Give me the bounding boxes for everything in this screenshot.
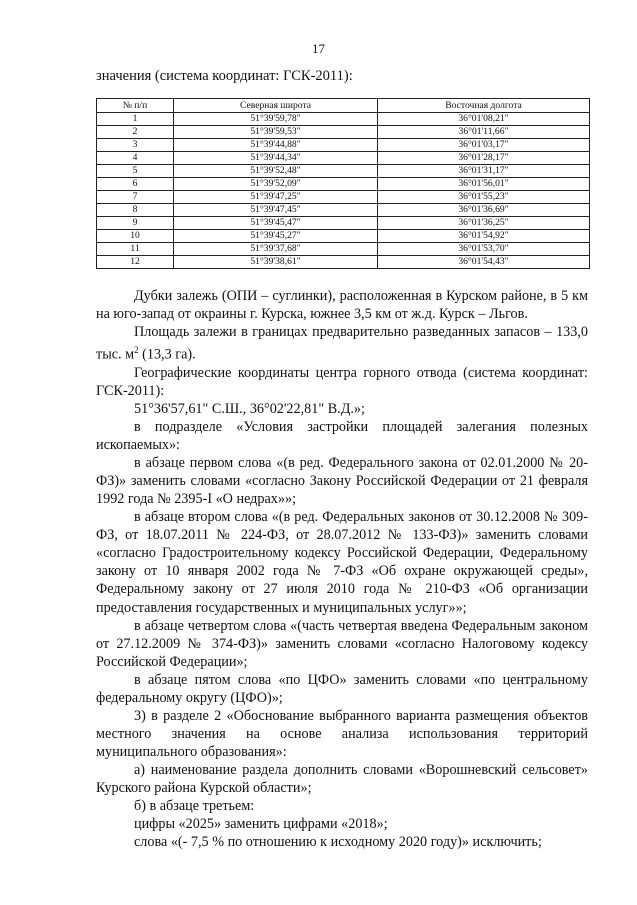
paragraph-section-2: 3) в разделе 2 «Обоснование выбранного варианта размещения объектов местного значения на основе анализа использования территорий муниципального образования»:	[96, 707, 588, 760]
table-row	[97, 139, 590, 152]
paragraph-amendment-second: в абзаце втором слова «(в ред. Федеральных законов от 30.12.2008 № 309-ФЗ, от 18.07.2011 № 224-ФЗ, от 28.07.2012 № 133-ФЗ)» заменить словами «согласно Градостроительному кодексу Российской Федерации, Федеральному закону от 10 января 2002 года № 7-ФЗ «Об охране окружающей среды», Федеральному закону от 27 июля 2010 года № 210-ФЗ «Об организации предоставления государственных и муниципальных услуг»»;	[96, 509, 588, 616]
cell-longitude: 36°01'55,23"	[378, 191, 590, 204]
cell-number: 2	[97, 126, 174, 139]
table-row	[97, 152, 590, 165]
area-text: Площадь залежи в границах предварительно разведанных запасов – 133,0 тыс. м	[96, 324, 588, 363]
paragraph-center-coordinates: 51°36'57,61" С.Ш., 36°02'22,81" В.Д.»;	[134, 401, 365, 418]
cell-longitude: 36°01'28,17"	[378, 152, 590, 165]
paragraph-center-coordinates-label: Географические координаты центра горного отвода (система координат: ГСК-2011):	[96, 364, 588, 399]
cell-latitude: 51°39'47,45"	[174, 204, 378, 217]
cell-longitude: 36°01'56,01"	[378, 178, 590, 191]
cell-number: 6	[97, 178, 174, 191]
cell-latitude: 51°39'38,61"	[174, 256, 378, 269]
paragraph-deposit-area	[96, 323, 588, 364]
cell-longitude: 36°01'36,25"	[378, 217, 590, 230]
cell-latitude: 51°39'59,78"	[174, 113, 378, 126]
column-header-longitude: Восточная долгота	[378, 99, 590, 113]
cell-longitude: 36°01'53,70"	[378, 243, 590, 256]
cell-longitude: 36°01'08,21"	[378, 113, 590, 126]
coordinates-table	[96, 98, 590, 269]
cell-latitude: 51°39'52,48"	[174, 165, 378, 178]
cell-latitude: 51°39'37,68"	[174, 243, 378, 256]
cell-number: 12	[97, 256, 174, 269]
cell-latitude: 51°39'44,34"	[174, 152, 378, 165]
table-row	[97, 113, 590, 126]
cell-number: 1	[97, 113, 174, 126]
paragraph-item-a: а) наименование раздела дополнить словами «Ворошневский сельсовет» Курского района Курской области»;	[96, 761, 588, 796]
table-row	[97, 126, 590, 139]
table-row	[97, 230, 590, 243]
paragraph-deposit-description: Дубки залежь (ОПИ – суглинки), расположенная в Курском районе, в 5 км на юго-запад от окраины г. Курска, южнее 3,5 км от ж.д. Курск – Льгов.	[96, 288, 588, 323]
cell-longitude: 36°01'36,69"	[378, 204, 590, 217]
cell-longitude: 36°01'54,92"	[378, 230, 590, 243]
paragraph-amendment-fourth: в абзаце четвертом слова «(часть четвертая введена Федеральным законом от 27.12.2009 № 374-ФЗ)» заменить словами «согласно Налоговому кодексу Российской Федерации»;	[96, 617, 588, 670]
column-header-number: № п/п	[97, 99, 174, 113]
area-superscript: 2	[134, 345, 139, 356]
cell-number: 10	[97, 230, 174, 243]
cell-number: 3	[97, 139, 174, 152]
area-tail: (13,3 га).	[138, 346, 196, 363]
cell-longitude: 36°01'54,43"	[378, 256, 590, 269]
cell-number: 4	[97, 152, 174, 165]
cell-latitude: 51°39'45,47"	[174, 217, 378, 230]
paragraph-subsection: в подразделе «Условия застройки площадей залегания полезных ископаемых»:	[96, 419, 588, 454]
cell-latitude: 51°39'44,88"	[174, 139, 378, 152]
table-header-row	[97, 99, 590, 113]
table-row	[97, 165, 590, 178]
cell-longitude: 36°01'31,17"	[378, 165, 590, 178]
cell-number: 8	[97, 204, 174, 217]
paragraph-amendment-fifth: в абзаце пятом слова «по ЦФО» заменить словами «по центральному федеральному округу (ЦФО)»;	[96, 671, 588, 706]
paragraph-amendment-first: в абзаце первом слова «(в ред. Федерального закона от 02.01.2000 № 20-ФЗ)» заменить словами «согласно Закону Российской Федерации от 21 февраля 1992 года № 2395-I «О недрах»»;	[96, 455, 588, 508]
cell-number: 7	[97, 191, 174, 204]
cell-number: 11	[97, 243, 174, 256]
cell-latitude: 51°39'52,09"	[174, 178, 378, 191]
table-row	[97, 191, 590, 204]
paragraph-digits-replace: цифры «2025» заменить цифрами «2018»;	[134, 816, 388, 833]
cell-latitude: 51°39'45,27"	[174, 230, 378, 243]
table-row	[97, 178, 590, 191]
table-row	[97, 243, 590, 256]
column-header-latitude: Северная широта	[174, 99, 378, 113]
cell-number: 9	[97, 217, 174, 230]
cell-latitude: 51°39'59,53"	[174, 126, 378, 139]
cell-latitude: 51°39'47,25"	[174, 191, 378, 204]
table-row	[97, 217, 590, 230]
document-body	[96, 287, 588, 851]
cell-longitude: 36°01'03,17"	[378, 139, 590, 152]
table-row	[97, 256, 590, 269]
page-number: 17	[312, 41, 325, 56]
cell-number: 5	[97, 165, 174, 178]
table-row	[97, 204, 590, 217]
paragraph-item-b: б) в абзаце третьем:	[134, 798, 255, 815]
cell-longitude: 36°01'11,66"	[378, 126, 590, 139]
intro-text: значения (система координат: ГСК-2011):	[96, 68, 353, 84]
paragraph-words-exclude: слова «(- 7,5 % по отношению к исходному 2020 году)» исключить;	[134, 834, 542, 851]
